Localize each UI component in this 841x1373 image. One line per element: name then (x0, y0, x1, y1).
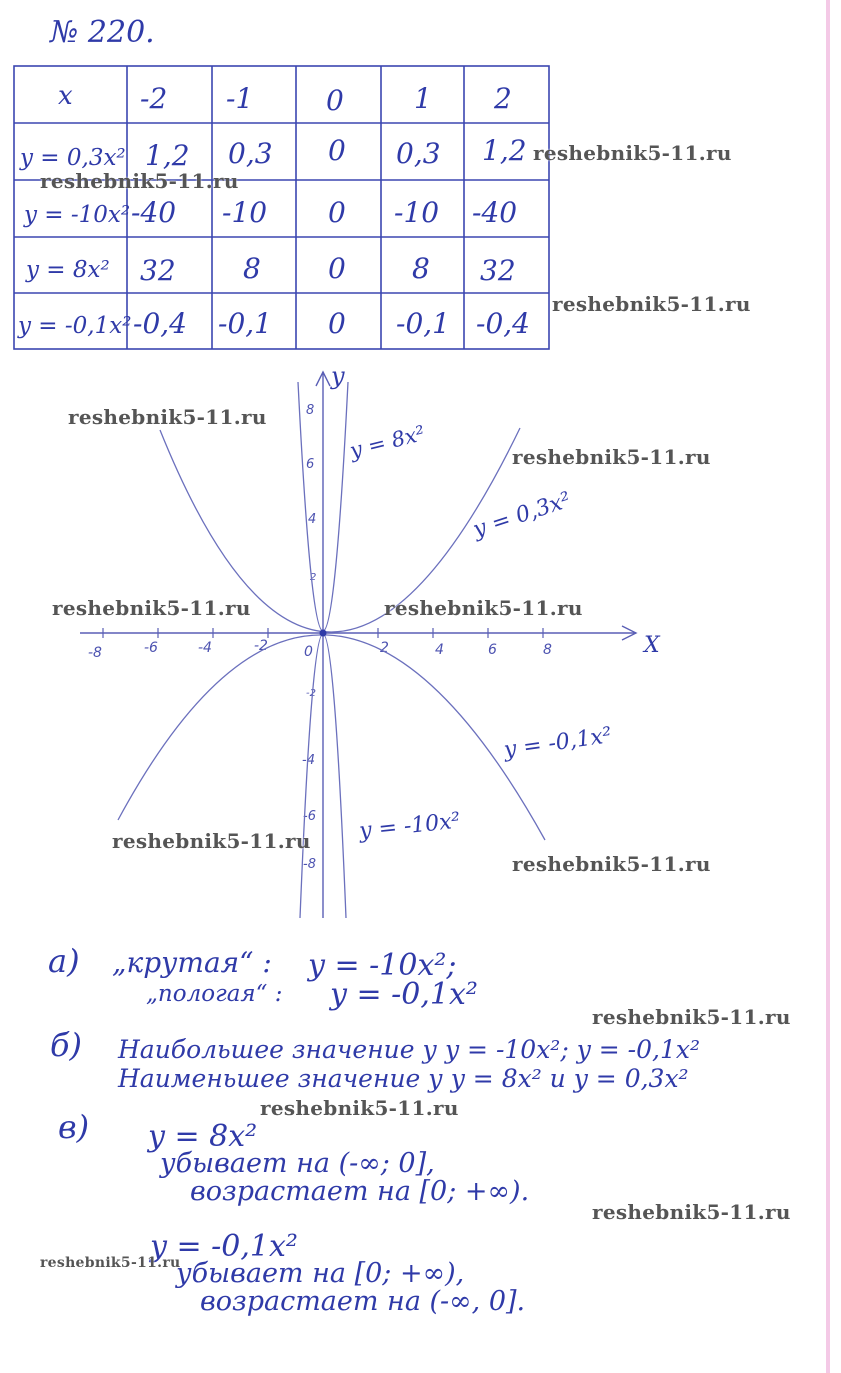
answer-a (48, 942, 478, 1012)
x-tick-label: -4 (198, 640, 212, 656)
table-cell: 0 (328, 307, 346, 340)
table-header-cell: -1 (226, 82, 254, 115)
answer-v-marker: в) (58, 1108, 90, 1146)
watermark: reshebnik5-11.ru (260, 1096, 459, 1120)
x-tick-label: 8 (543, 642, 552, 658)
answer-a-flat-formula: y = -0,1x² (330, 977, 478, 1012)
origin-point (320, 630, 327, 637)
y-tick-label: 8 (306, 403, 315, 418)
watermark: reshebnik5-11.ru (512, 852, 711, 876)
curve-label-8x2: y = 8x² (347, 421, 428, 463)
answer-b-line1: Наибольшее значение у y = -10x²; y = -0,1x² (118, 1035, 700, 1064)
answer-v-decreasing1: убывает на (-∞; 0], (160, 1148, 435, 1179)
y-tick-label: 6 (306, 457, 315, 472)
values-table (14, 66, 549, 349)
table-cell: 0,3 (396, 137, 441, 170)
table-cell: -10 (222, 196, 268, 229)
table-cell: 32 (140, 254, 176, 287)
table-cell: 0,3 (228, 137, 273, 170)
table-header-cell: 0 (326, 84, 344, 117)
watermark: reshebnik5-11.ru (40, 169, 239, 193)
watermark: reshebnik5-11.ru (592, 1200, 791, 1224)
table-row-label: y = -10x² (24, 202, 131, 228)
x-tick-label: 2 (380, 640, 389, 656)
x-tick-label: 4 (435, 642, 444, 658)
table-cell: -0,1 (218, 307, 272, 340)
y-tick-label: -8 (303, 857, 316, 872)
x-axis-label: X (644, 633, 660, 658)
answer-a-steep-word: „крутая“ : (112, 946, 272, 979)
answer-b (50, 1026, 700, 1093)
watermark: reshebnik5-11.ru (112, 829, 311, 853)
y-tick-label: -6 (303, 809, 316, 824)
x-tick-label: 0 (304, 644, 313, 660)
x-tick-label: -2 (254, 638, 268, 654)
watermark: reshebnik5-11.ru (533, 141, 732, 165)
y-tick-label: -2 (306, 688, 316, 699)
x-tick-label: 6 (488, 642, 497, 658)
table-cell: 1,2 (145, 139, 190, 172)
table-cell: -40 (472, 196, 518, 229)
answer-v-decreasing2: убывает на [0; +∞), (176, 1258, 465, 1289)
x-tick-label: -6 (144, 640, 158, 656)
table-row-label: y = 0,3x² (20, 145, 126, 171)
curve-label-minus10x2: y = -10x² (358, 808, 462, 844)
table-cell: 32 (480, 254, 516, 287)
table-cell: -0,4 (476, 307, 530, 340)
table-cell: 8 (412, 252, 430, 285)
table-header-cell: 1 (414, 82, 432, 115)
y-tick-label: -4 (302, 753, 315, 768)
watermark: reshebnik5-11.ru (68, 405, 267, 429)
watermark: reshebnik5-11.ru (384, 596, 583, 620)
watermark: reshebnik5-11.ru (52, 596, 251, 620)
watermark: reshebnik5-11.ru (592, 1005, 791, 1029)
curve-label-minus01x2: y = -0,1x² (502, 723, 614, 763)
curve-label-03x2: y = 0,3x² (470, 487, 574, 543)
y-tick-label: 4 (308, 512, 317, 527)
table-cell: -0,1 (396, 307, 450, 340)
x-tick-label: -8 (88, 645, 102, 661)
table-row-label: y = -0,1x² (18, 313, 132, 339)
answer-a-flat-word: „пологая“ : (146, 981, 283, 1007)
table-cell: 0 (328, 252, 346, 285)
table-cell: -40 (131, 196, 177, 229)
table-cell: 0 (328, 196, 346, 229)
answer-v-formula1: y = 8x² (148, 1119, 258, 1154)
y-axis-label: y (331, 362, 345, 390)
table-cell: 0 (328, 134, 346, 167)
table-cell: -0,4 (133, 307, 187, 340)
answer-v-formula2: y = -0,1x² (150, 1229, 298, 1264)
answer-a-steep-formula: y = -10x²; (308, 948, 457, 983)
table-cell: 8 (243, 252, 261, 285)
watermark: reshebnik5-11.ru (512, 445, 711, 469)
y-tick-label: 2 (310, 572, 317, 583)
problem-number: № 220. (50, 15, 155, 50)
table-row-label: y = 8x² (26, 257, 110, 283)
answer-a-marker: а) (48, 942, 80, 980)
answer-v-increasing2: возрастает на (-∞, 0]. (200, 1286, 526, 1317)
watermark: reshebnik5-11.ru (552, 292, 751, 316)
table-header-x: x (58, 81, 73, 111)
watermark: reshebnik5-11.ru (40, 1255, 181, 1271)
answer-v-increasing1: возрастает на [0; +∞). (190, 1176, 530, 1207)
curve-minus01x2 (118, 635, 545, 840)
table-header-cell: 2 (494, 82, 512, 115)
table-header-cell: -2 (140, 82, 168, 115)
answer-v (58, 1108, 529, 1317)
answer-b-line2: Наименьшее значение у y = 8x² и y = 0,3x² (118, 1064, 689, 1093)
table-cell: -10 (394, 196, 440, 229)
answer-b-marker: б) (50, 1026, 83, 1064)
table-cell: 1,2 (482, 134, 527, 167)
